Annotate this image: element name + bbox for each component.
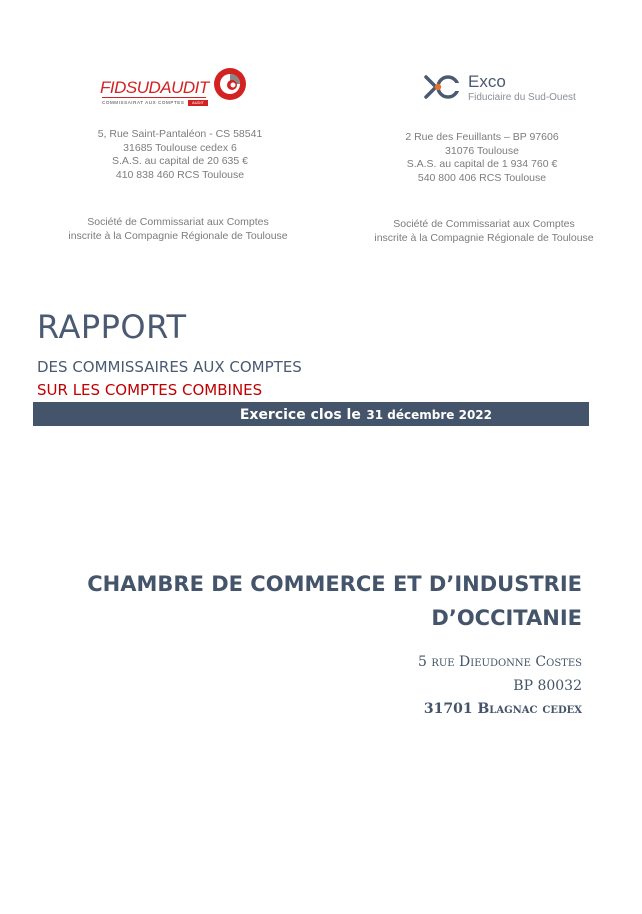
fidsud-logo-rule <box>102 97 206 98</box>
exco-logo-subtitle: Fiduciaire du Sud-Ouest <box>468 92 576 103</box>
right-society-line: inscrite à la Compagnie Régionale de Toulouse <box>374 232 594 244</box>
exercice-prefix: Exercice clos le <box>239 407 361 423</box>
entity-address-street: 5 rue Dieudonne Costes <box>417 654 582 670</box>
left-address-line: 5, Rue Saint-Pantaléon - CS 58541 <box>97 128 263 140</box>
right-address-line: 2 Rue des Feuillants – BP 97606 <box>405 131 559 143</box>
entity-address-city: 31701 Blagnac cedex <box>423 701 582 717</box>
report-title: RAPPORT <box>37 308 187 346</box>
left-address-line: 31685 Toulouse cedex 6 <box>123 141 237 154</box>
fidsud-logo-name: FIDSUD <box>100 78 161 97</box>
right-firm-society <box>356 217 612 245</box>
exco-mark-icon <box>424 74 462 100</box>
exercice-banner <box>33 402 589 426</box>
entity-address-bp: BP 80032 <box>513 678 582 694</box>
right-address-line: 540 800 406 RCS Toulouse <box>417 171 547 184</box>
exercice-date: 31 décembre 2022 <box>366 408 492 422</box>
fidsud-emblem-icon <box>212 66 248 102</box>
fidsud-audit-logo <box>100 66 250 108</box>
left-society-line: inscrite à la Compagnie Régionale de Toulouse <box>68 230 288 242</box>
entity-name-line1: CHAMBRE DE COMMERCE ET D’INDUSTRIE <box>87 572 582 596</box>
right-firm-address <box>360 131 604 185</box>
fidsud-logo-wordmark <box>100 78 209 98</box>
fidsud-logo-badge: AUDIT <box>188 100 208 106</box>
right-society-line: Société de Commissariat aux Comptes <box>393 218 575 230</box>
exco-logo <box>424 70 584 104</box>
entity-name-line2: D’OCCITANIE <box>431 606 582 630</box>
right-address-line: S.A.S. au capital de 1 934 760 € <box>406 158 558 170</box>
exercice-text <box>33 402 492 426</box>
report-subtitle-accounts: SUR LES COMPTES COMBINES <box>37 381 263 399</box>
exco-logo-name: Exco <box>468 72 506 91</box>
left-address-line: 410 838 460 RCS Toulouse <box>115 168 245 181</box>
left-firm-society <box>50 215 306 243</box>
left-society-line: Société de Commissariat aux Comptes <box>87 216 269 228</box>
report-subtitle-auditors: DES COMMISSAIRES AUX COMPTES <box>37 358 302 376</box>
left-address-line: S.A.S. au capital de 20 635 € <box>111 155 248 167</box>
right-address-line: 31076 Toulouse <box>445 144 519 157</box>
fidsud-logo-tagline: COMMISSAIRAT AUX COMPTES <box>102 100 185 105</box>
fidsud-logo-audit: AUDIT <box>160 78 209 97</box>
left-firm-address <box>60 128 300 182</box>
